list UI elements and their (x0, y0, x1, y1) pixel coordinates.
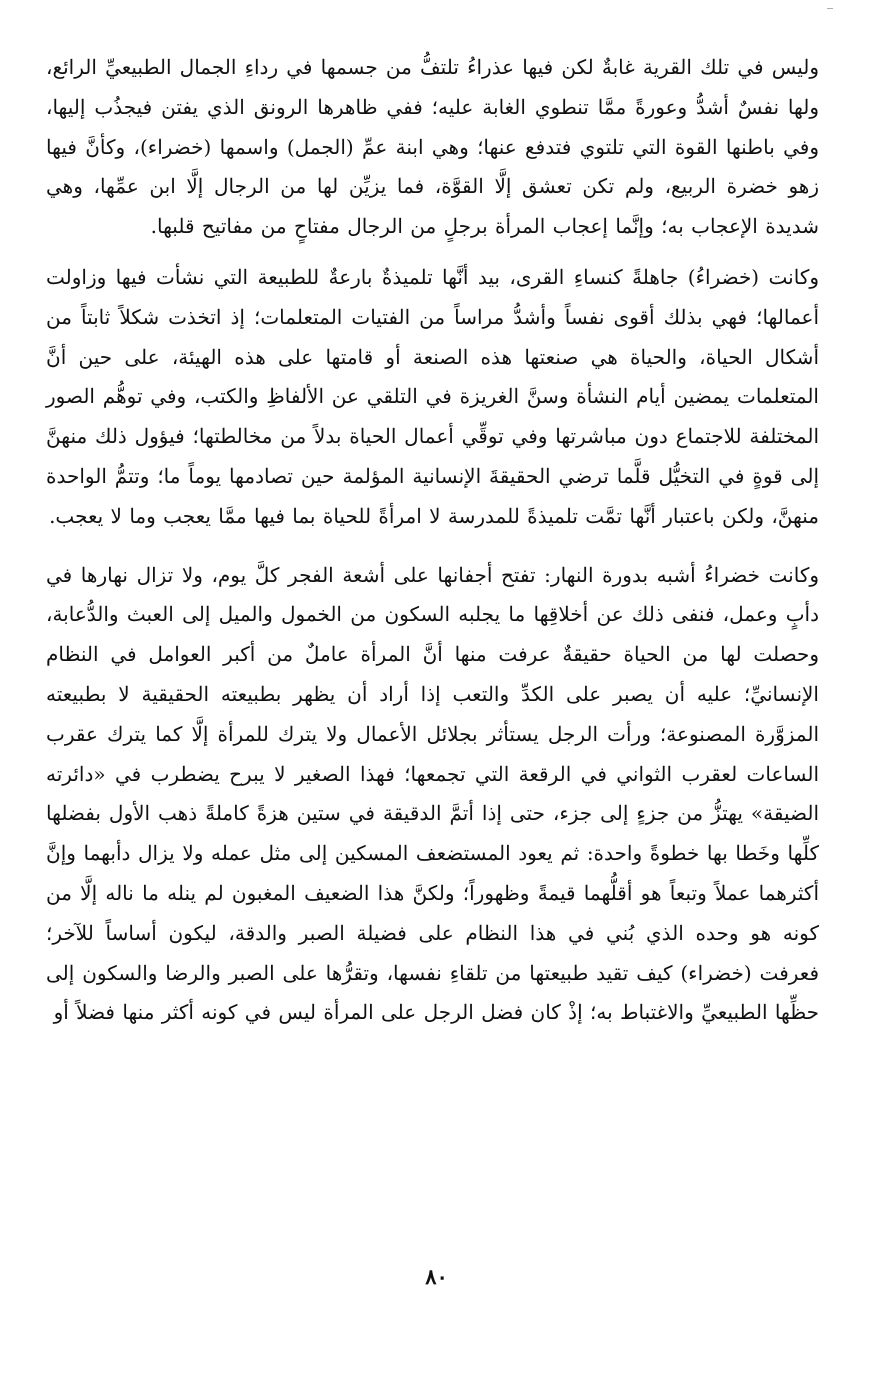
paragraph-2: وكانت (خضراءُ) جاهلةً كنساءِ القرى، بيد أنَّها تلميذةٌ بارعةٌ للطبيعة التي نشأت فيها وزاولت أعمالها؛ فهي بذلك أقوى نفساً وأشدُّ مراساً من الفتيات المتعلمات؛ إذ اتخذت شكلاً ثابتاً من أشكال الحياة، والحياة هي صنعتها هذه الصنعة أو قامتها على هذه الهيئة، على حين أنَّ المتعلمات يمضين أيام النشأة وسنَّ الغريزة في التلقي عن الألفاظِ والكتب، وفي توهُّم الصور المختلفة للاجتماع دون مباشرتها وفي توقِّي أعمال الحياة بدلاً من مخالطتها؛ فيؤول ذلك منهنَّ إلى قوةٍ في التخيُّل قلَّما ترضي الحقيقةَ الإنسانية المؤلمة حين تصادمها يوماً ما؛ وتتمُّ الواحدة منهنَّ، ولكن باعتبار أنَّها تمَّت تلميذةً للمدرسة لا امرأةً للحياة بما فيها ممَّا يعجب وما لا يعجب. (46, 264, 820, 528)
paragraph-1: وليس في تلك القرية غابةٌ لكن فيها عذراءُ تلتفُّ من جسمها في رداءِ الجمال الطبيعيِّ الرائع، ولها نفسٌ أشدُّ وعورةً ممَّا تنطوي الغابة عليه؛ ففي ظاهرها الرونق الذي يفتن فيجذُب إليها، وفي باطنها القوة التي تلتوي فتدفع عنها؛ وهي ابنة عمِّ (الجمل) واسمها (خضراء)، وكأنَّ فيها زهو خضرة الربيع، ولم تكن تعشق إلَّا القوَّة، فما يزيِّن لها من الرجال إلَّا ابن عمِّها، وهي شديدة الإعجاب به؛ وإنَّما إعجاب المرأة برجلٍ من الرجال مفتاحٍ من مفاتيح قلبها. (46, 55, 819, 239)
body-text (46, 48, 819, 1033)
page-number: ٨٠ (425, 1264, 448, 1289)
paragraph-3: وكانت خضراءُ أشبه بدورة النهار: تفتح أجفانها على أشعة الفجر كلَّ يوم، ولا تزال نهارها في دأبٍ وعمل، فنفى ذلك عن أخلاقِها ما يجلبه السكون من الخمول والميل إلى العبث والدُّعابة، وحصلت لها من الحياة حقيقةٌ عرفت منها أنَّ المرأة عاملٌ من أكبر العوامل في النظام الإنسانيِّ؛ عليه أن يصبر على الكدِّ والتعب إذا أراد أن يظهر بطبيعته الحقيقية لا بطبيعته المزوَّرة المصنوعة؛ ورأت الرجل يستأثر بجلائل الأعمال ولا يترك للمرأة إلَّا كما يترك عقرب الساعات لعقرب الثواني في الرقعة التي تجمعها؛ فهذا الصغير لا يبرح يضطرب في «دائرته الضيقة» يهتزُّ من جزءٍ إلى جزء، حتى إذا أتمَّ الدقيقة في ستين هزةً كاملةً ذهب الأول بفضلها كلِّها وخَطا بها خطوةً واحدة: ثم يعود المستضعف المسكين إلى مثل عمله ولا يزال دأبهما وإنَّ أكثرهما عملاً وتبعاً هو أقلُّهما قيمةً وظهوراً؛ ولكنَّ هذا الضعيف المغبون لم ينله ما ناله إلَّا من كونه هو وحده الذي بُني في هذا النظام على فضيلة الصبر والدقة، ليكون أساساً للآخر؛ فعرفت (خضراء) كيف تقيد طبيعتها من تلقاءِ نفسها، وتقرُّها على الصبر والرضا والسكون إلى حظِّها الطبيعيِّ والاغتباط به؛ إذْ كان فضل الرجل على المرأة ليس في كونه أكثر منها فضلاً أو (46, 562, 819, 1025)
scan-corner-mark (827, 8, 833, 15)
